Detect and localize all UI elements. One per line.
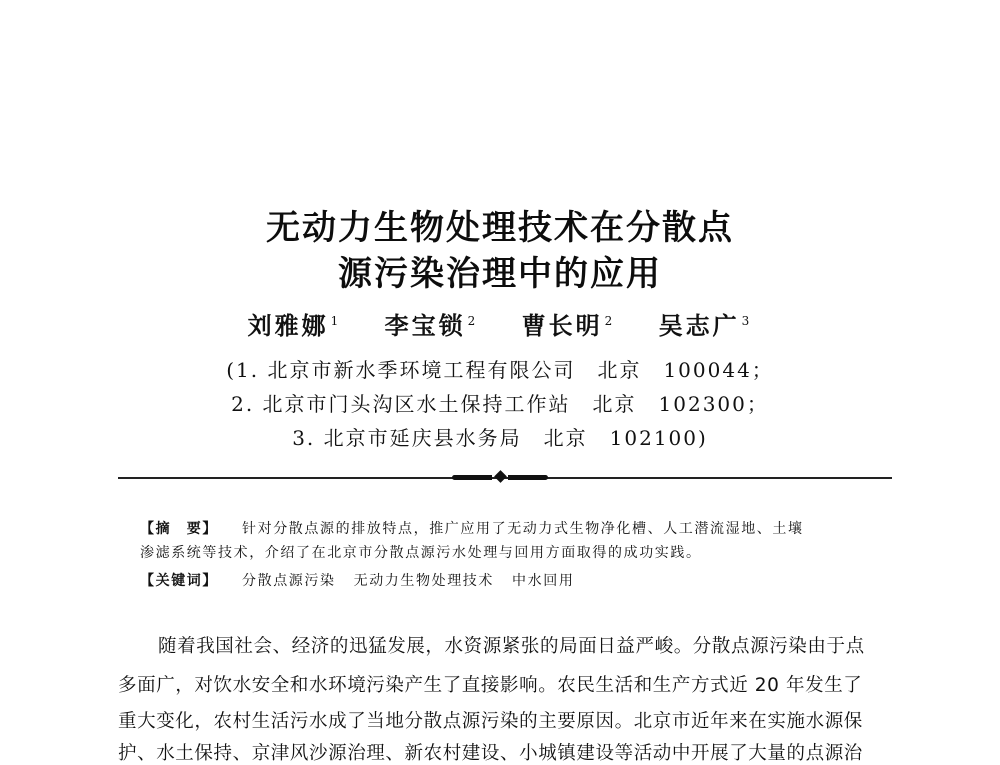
affiliation-2: 2. 北京市门头沟区水土保持工作站 北京 102300； [231, 392, 769, 416]
abstract-line-1 [140, 518, 804, 538]
keyword: 分散点源污染 [242, 573, 336, 589]
abstract-line-2: 渗滤系统等技术，介绍了在北京市分散点源污水处理与回用方面取得的成功实践。 [140, 545, 702, 561]
author-3 [522, 311, 616, 340]
abstract-text-1: 针对分散点源的排放特点，推广应用了无动力式生物净化槽、人工潜流湿地、土壤 [242, 521, 804, 537]
keywords-line [140, 570, 592, 590]
affiliation-1: (1. 北京市新水季环境工程有限公司 北京 100044； [226, 358, 774, 382]
author-name: 曹长明 [521, 311, 603, 340]
author-name: 李宝锁 [384, 311, 466, 340]
body-line-3: 重大变化，农村生活污水成了当地分散点源污染的主要原因。北京市近年来在实施水源保 [118, 711, 863, 732]
author-affiliation-mark: 3 [741, 314, 753, 328]
title-line-2: 源污染治理中的应用 [338, 254, 662, 294]
affiliation-3: 3. 北京市延庆县水务局 北京 102100) [292, 426, 708, 450]
author-affiliation-mark: 2 [604, 314, 616, 328]
author-affiliation-mark: 1 [330, 314, 342, 328]
divider-diamond-icon [494, 470, 507, 483]
author-2 [385, 311, 479, 340]
divider-ornament-left [452, 475, 492, 480]
body-line-2: 多面广，对饮水安全和水环境污染产生了直接影响。农民生活和生产方式近 20 年发生了 [118, 675, 863, 696]
title-line-1: 无动力生物处理技术在分散点 [266, 208, 734, 248]
divider-ornament-right [508, 475, 548, 480]
author-4 [659, 311, 753, 340]
keyword: 无动力生物处理技术 [353, 573, 495, 589]
keyword: 中水回用 [512, 573, 575, 589]
author-name: 刘雅娜 [247, 311, 329, 340]
author-1 [248, 311, 342, 340]
abstract-label: 【摘 要】 [140, 521, 218, 537]
author-list [0, 306, 1000, 341]
author-affiliation-mark: 2 [467, 314, 479, 328]
author-name: 吴志广 [658, 311, 740, 340]
body-line-1: 随着我国社会、经济的迅猛发展，水资源紧张的局面日益严峻。分散点源污染由于点 [158, 636, 865, 657]
body-line-4: 护、水土保持、京津风沙源治理、新农村建设、小城镇建设等活动中开展了大量的点源治 [118, 743, 863, 764]
keywords-label: 【关键词】 [140, 573, 218, 589]
